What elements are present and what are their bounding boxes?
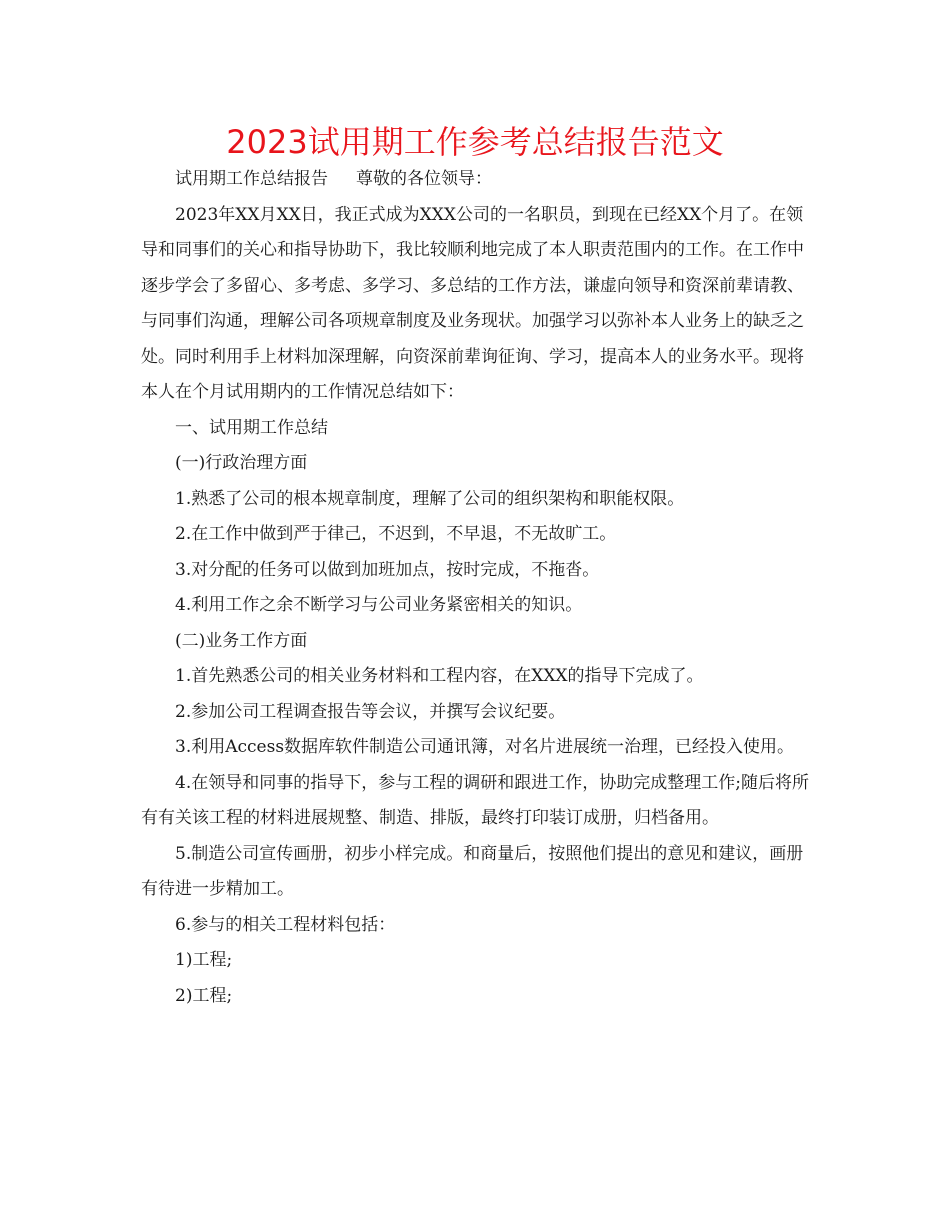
list-item: 5.制造公司宣传画册，初步小样完成。和商量后，按照他们提出的意见和建议，画册有待进一步精加工。 (141, 843, 804, 899)
list-item: 2.参加公司工程调查报告等会议，并撰写会议纪要。 (175, 701, 566, 722)
list-item: 1.首先熟悉公司的相关业务材料和工程内容，在XXX的指导下完成了。 (175, 666, 704, 686)
list-item: 3.利用Access数据库软件制造公司通讯簿，对名片进展统一治理，已经投入使用。 (175, 737, 795, 757)
paragraph-intro: 2023年XX月XX日，我正式成为XXX公司的一名职员，到现在已经XX个月了。在领导和同事们的关心和指导协助下，我比较顺利地完成了本人职责范围内的工作。在工作中逐步学会了多留心、多考虑、多学习、多总结的工作方法，谦虚向领导和资深前辈请教、与同事们沟通，理解公司各项规章制度及业务现状。加强学习以弥补本人业务上的缺乏之处。同时利用手上材料加深理解，向资深前辈询征询、学习，提高本人的业务水平。现将本人在个月试用期内的工作情况总结如下： (141, 204, 804, 402)
salutation: 尊敬的各位领导： (356, 169, 492, 189)
report-heading: 试用期工作总结报告 (175, 169, 328, 189)
sub-list-item: 1)工程; (175, 950, 233, 970)
list-item: 6.参与的相关工程材料包括： (175, 914, 396, 935)
document-body (141, 162, 813, 1014)
list-item: 1.熟悉了公司的根本规章制度，理解了公司的组织架构和职能权限。 (175, 488, 685, 509)
subsection-heading-business: (二)业务工作方面 (175, 630, 308, 651)
section-heading-1: 一、试用期工作总结 (175, 417, 328, 438)
list-item: 3.对分配的任务可以做到加班加点，按时完成，不拖沓。 (175, 559, 600, 580)
list-item: 4.利用工作之余不断学习与公司业务紧密相关的知识。 (175, 595, 583, 615)
list-item: 4.在领导和同事的指导下，参与工程的调研和跟进工作，协助完成整理工作;随后将所有有关该工程的材料进展规整、制造、排版，最终打印装订成册，归档备用。 (141, 772, 809, 828)
sub-list-item: 2)工程; (175, 985, 233, 1006)
subsection-heading-admin: (一)行政治理方面 (175, 453, 308, 473)
greeting-line (141, 162, 813, 198)
list-item: 2.在工作中做到严于律己，不迟到，不早退，不无故旷工。 (175, 524, 617, 544)
document-title: 2023试用期工作参考总结报告范文 (226, 123, 724, 161)
